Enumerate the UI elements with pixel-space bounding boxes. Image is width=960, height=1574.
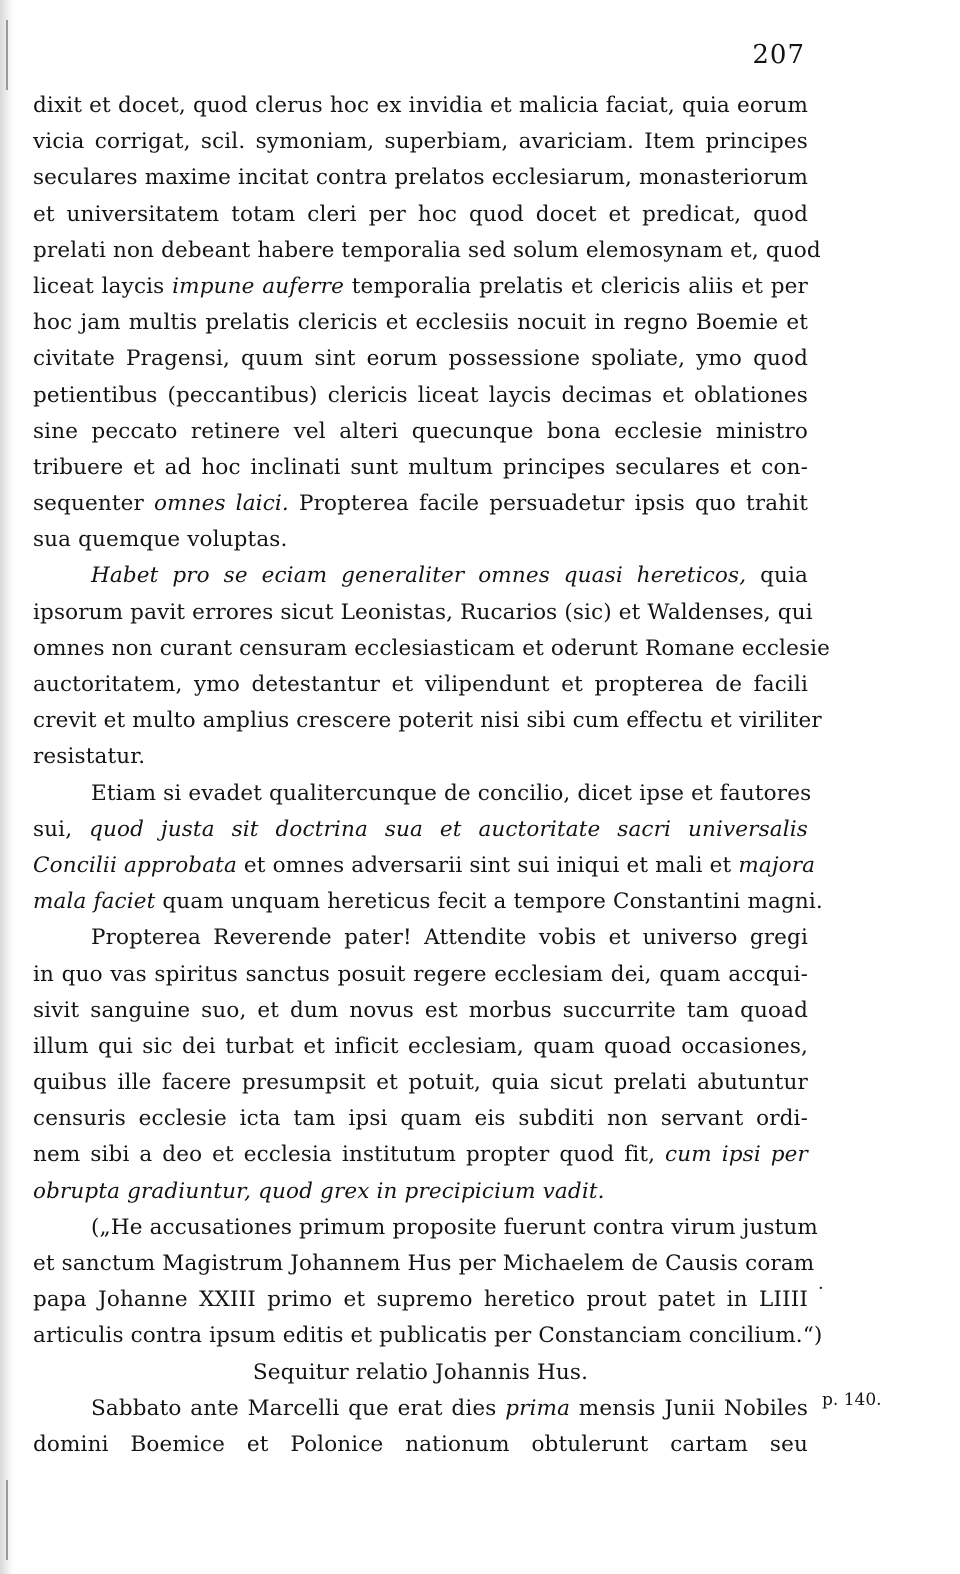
text-line [33, 993, 808, 1029]
text-line [33, 1246, 815, 1282]
text-line [33, 233, 821, 269]
italic-text: prima [505, 1395, 571, 1421]
italic-text: Concilii approbata [33, 852, 237, 878]
text-run: articulis contra ipsum editis et publicatis per Constanciam concilium.“) [33, 1323, 823, 1349]
body-text [33, 88, 831, 1463]
text-line [33, 595, 813, 631]
text-run: prelati non debeant habere temporalia sed solum elemosynam et, quod [33, 237, 821, 263]
text-run: sua quemque voluptas. [33, 527, 288, 553]
text-line [33, 920, 808, 956]
text-run: Sequitur relatio Johannis Hus. [252, 1359, 589, 1385]
gutter-line [6, 20, 8, 90]
italic-text: majora [738, 852, 816, 878]
text-line [33, 1282, 808, 1318]
text-run: Etiam si evadet qualitercunque de concilio, dicet ipse et fautores [91, 780, 812, 806]
text-run: omnes non curant censuram ecclesiasticam et oderunt Romane ecclesie [33, 635, 831, 661]
text-line [33, 1355, 808, 1391]
text-line [33, 1137, 808, 1173]
text-run: hoc jam multis prelatis clericis et ecclesiis nocuit in regno Boemie et [33, 310, 808, 336]
text-run: sequenter [33, 491, 154, 517]
text-run: mensis Junii Nobiles [570, 1395, 808, 1421]
text-line [33, 1427, 808, 1463]
text-line [33, 703, 822, 739]
text-line [33, 197, 808, 233]
text-run: et universitatem totam cleri per hoc quod docet et predicat, quod [33, 201, 808, 227]
text-run: domini Boemice et Polonice nationum obtulerunt cartam seu [33, 1431, 808, 1457]
text-line [33, 378, 808, 414]
text-run: („He accusationes primum proposite fuerunt contra virum justum [91, 1214, 818, 1240]
text-line [33, 1391, 808, 1427]
text-run: civitate Pragensi, quum sint eorum possessione spoliate, ymo quod [33, 346, 808, 372]
text-run: tribuere et ad hoc inclinati sunt multum principes seculares et con- [33, 454, 808, 480]
text-line [33, 776, 812, 812]
text-line [33, 88, 808, 124]
text-line [33, 957, 808, 993]
text-run: et omnes adversarii sint sui iniqui et mali et [236, 852, 739, 878]
text-line [33, 341, 808, 377]
text-run: illum qui sic dei turbat et inficit ecclesiam, quam quoad occasiones, [33, 1033, 808, 1059]
italic-text: quod justa sit doctrina sua et auctoritate sacri universalis [89, 816, 808, 842]
text-line [33, 1174, 808, 1210]
text-line [33, 884, 823, 920]
page-number: 207 [752, 40, 805, 70]
italic-text: omnes laici. [153, 491, 289, 517]
text-run: Sabbato ante Marcelli que erat dies [91, 1395, 506, 1421]
text-run: petientibus (peccantibus) clericis liceat laycis decimas et oblationes [33, 382, 808, 408]
italic-text: mala faciet [33, 889, 156, 915]
text-run: Propterea facile persuadetur ipsis quo trahit [288, 491, 808, 517]
text-run: sui, [33, 816, 90, 842]
text-run: quam unquam hereticus fecit a tempore Constantini magni. [155, 889, 823, 915]
text-line [33, 667, 808, 703]
margin-note: p. 140. [822, 1390, 882, 1410]
text-run: quibus ille facere presumpsit et potuit, quia sicut prelati abutuntur [33, 1070, 808, 1096]
text-run: crevit et multo amplius crescere poterit nisi sibi cum effectu et viriliter [33, 708, 822, 734]
text-line [33, 1065, 808, 1101]
text-run: nem sibi a deo et ecclesia institutum propter quod fit, [33, 1142, 666, 1168]
text-line [33, 1318, 823, 1354]
page-gutter-shadow [0, 0, 14, 1574]
italic-text: Habet pro se eciam generaliter omnes quasi hereticos, [91, 563, 747, 589]
text-line [33, 558, 808, 594]
text-line [33, 486, 808, 522]
margin-mark: · [818, 1278, 824, 1299]
text-run: seculares maxime incitat contra prelatos ecclesiarum, monasteriorum [33, 165, 808, 191]
text-line [33, 739, 808, 775]
text-run: et sanctum Magistrum Johannem Hus per Michaelem de Causis coram [33, 1251, 815, 1276]
text-run: in quo vas spiritus sanctus posuit regere ecclesiam dei, quam accqui- [33, 961, 808, 987]
italic-text: obrupta gradiuntur, quod grex in precipicium vadit. [33, 1178, 605, 1204]
text-run: quia [746, 563, 808, 589]
italic-text: cum ipsi per [665, 1142, 808, 1168]
text-line [33, 414, 808, 450]
text-run: auctoritatem, ymo detestantur et vilipendunt et propterea de facili [33, 672, 808, 697]
text-run: temporalia prelatis et clericis aliis et per [343, 273, 808, 299]
text-line [33, 1029, 808, 1065]
text-run: Propterea Reverende pater! Attendite vobis et universo gregi [91, 925, 808, 951]
text-run: sine peccato retinere vel alteri quecunque bona ecclesie ministro [33, 418, 808, 444]
text-run: dixit et docet, quod clerus hoc ex invidia et malicia faciat, quia eorum [33, 93, 808, 118]
italic-text: impune auferre [172, 273, 344, 299]
text-run: vicia corrigat, scil. symoniam, superbiam, avariciam. Item principes [33, 129, 808, 155]
gutter-line [6, 1480, 8, 1560]
text-line [33, 450, 808, 486]
text-line [33, 1101, 808, 1137]
text-line [33, 631, 831, 667]
text-line [33, 848, 816, 884]
text-line [33, 124, 808, 160]
text-run: papa Johanne XXIII primo et supremo heretico prout patet in LIIII [33, 1287, 808, 1313]
text-run: resistatur. [33, 744, 146, 770]
text-line [33, 160, 808, 196]
text-run: censuris ecclesie icta tam ipsi quam eis subditi non servant ordi- [33, 1106, 808, 1132]
text-run: sivit sanguine suo, et dum novus est morbus succurrite tam quoad [33, 997, 808, 1023]
text-line [33, 812, 808, 848]
text-line [33, 522, 808, 558]
text-line [33, 269, 808, 305]
text-line [33, 1210, 818, 1246]
text-run: ipsorum pavit errores sicut Leonistas, Rucarios (sic) et Waldenses, qui [33, 599, 813, 625]
text-run: liceat laycis [33, 273, 173, 299]
text-line [33, 305, 808, 341]
